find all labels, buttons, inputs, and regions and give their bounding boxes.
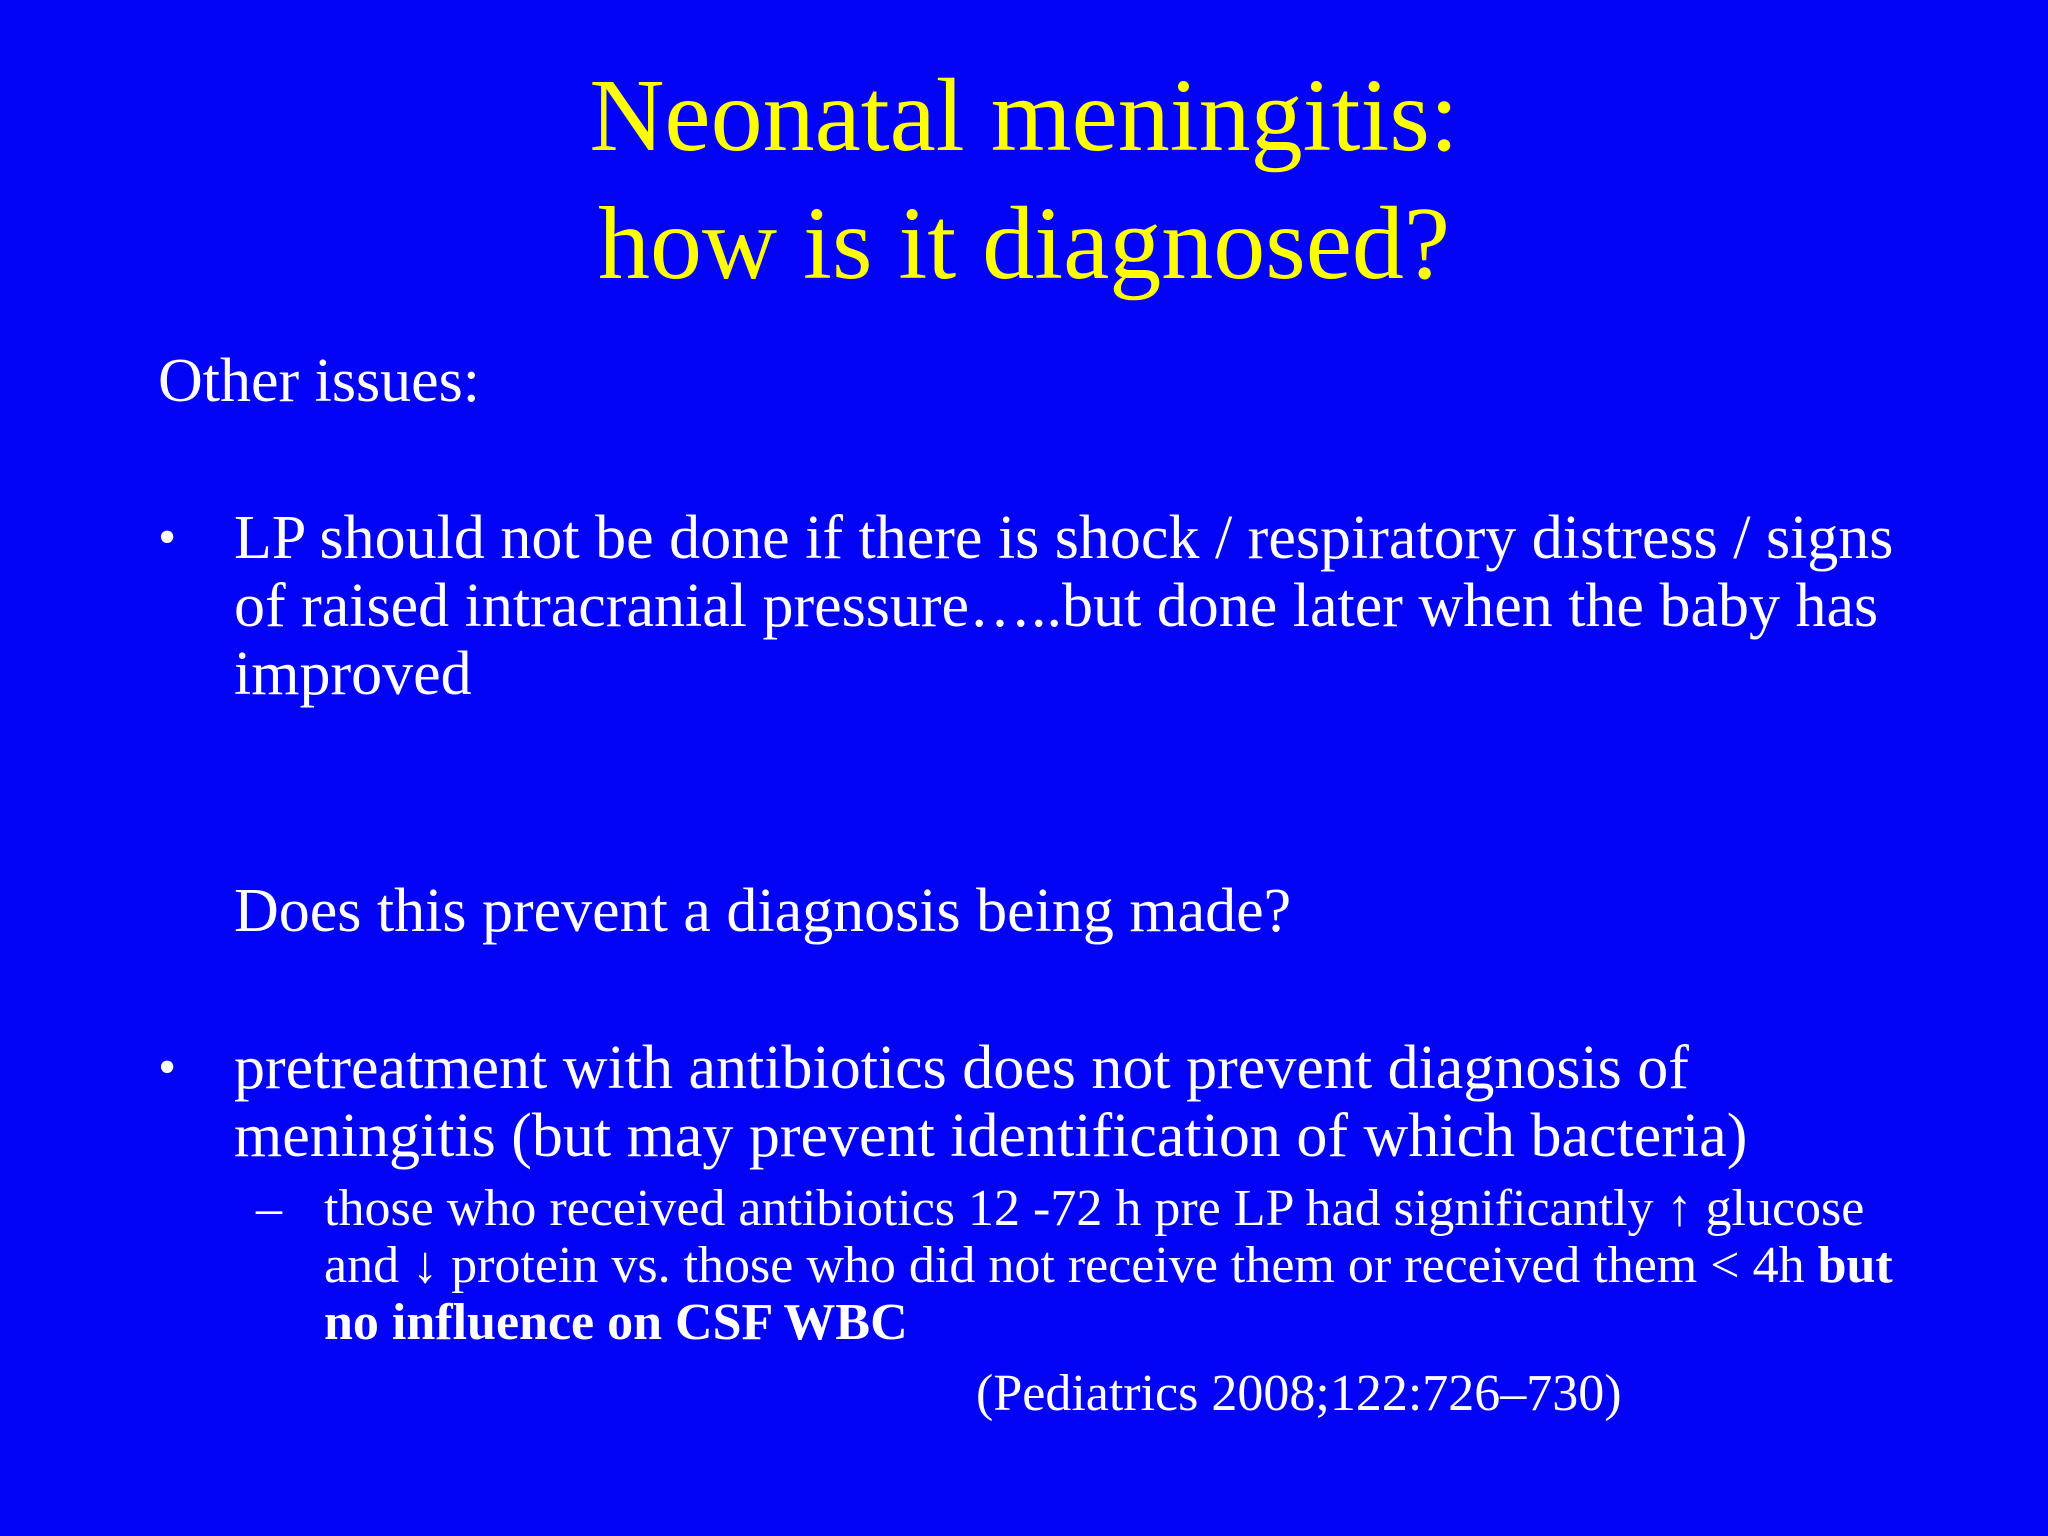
bullet-text: LP should not be done if there is shock / respiratory distress / signs of raised intracranial pressure…..but done later when the baby has improved [234, 504, 1894, 708]
bullet-text: pretreatment with antibiotics does not prevent diagnosis of meningitis (but may prevent identification of which bacteria) [234, 1034, 1748, 1170]
bullet-icon: • [158, 1039, 177, 1096]
bullet-icon: • [158, 509, 177, 566]
slide-title-line-1: Neonatal meningitis: [589, 58, 1459, 173]
question-text: Does this prevent a diagnosis being made? [234, 877, 1292, 945]
citation: (Pediatrics 2008;122:726–730) [976, 1365, 1622, 1422]
sub-bullet-text [324, 1180, 1916, 1351]
sub-bullet-bold-text: but no influence on CSF WBC [324, 1237, 1893, 1351]
sub-bullet-plain-text: those who received antibiotics 12 -72 h pre LP had significantly ↑ glucose and ↓ protein vs. those who did not receive them or received them < 4h [324, 1180, 1865, 1294]
slide-title [0, 52, 2048, 308]
bullet-pretreatment-antibiotics [158, 1034, 1918, 1170]
slide-title-line-2: how is it diagnosed? [597, 186, 1451, 301]
sub-bullet-antibiotic-effect [256, 1180, 1916, 1351]
bullet-lp-contraindications [158, 504, 1918, 708]
dash-icon: – [256, 1180, 282, 1237]
subheading-other-issues: Other issues: [158, 347, 481, 415]
